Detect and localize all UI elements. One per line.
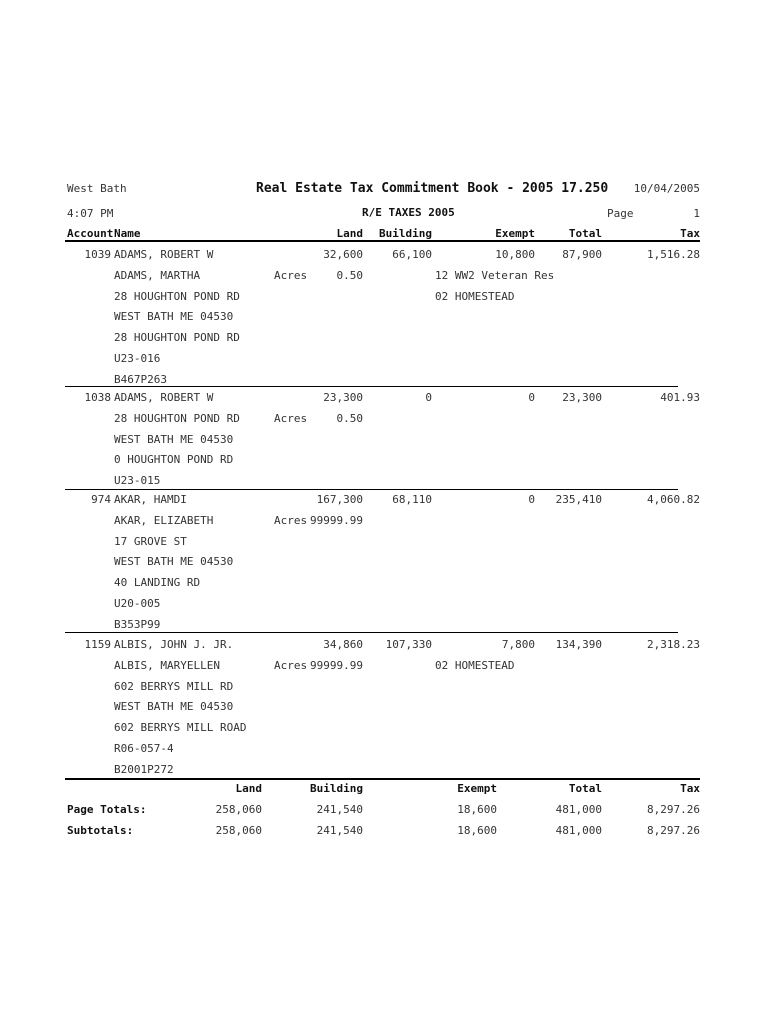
acres-label: Acres [274,658,308,672]
record-separator [65,386,678,387]
account-number: 1039 [84,248,111,261]
subtotals-exempt: 18,600 [457,824,497,837]
tax-value: 401.93 [660,391,700,404]
record-detail-line: ALBIS, MARYELLEN [114,658,220,672]
report-title: Real Estate Tax Commitment Book - 2005 17.250 [256,181,609,196]
page-totals-exempt: 18,600 [457,803,497,816]
record-detail-line: WEST BATH ME 04530 [114,310,234,324]
page-totals-land: 258,060 [215,803,262,816]
acres-value: 0.50 [336,268,363,282]
column-total: Total [568,227,602,240]
report-time: 4:07 PM [67,207,114,220]
exemption-code: 12 WW2 Veteran Res [435,268,555,282]
record-detail-line: B2001P272 [114,762,174,776]
subtotals-label: Subtotals: [67,824,134,837]
record-detail-line: 602 BERRYS MILL RD [114,679,234,693]
column-land: Land [336,227,363,240]
record-detail-line: 28 HOUGHTON POND RD [114,289,240,303]
record-detail-line: B353P99 [114,617,161,631]
subtotals-tax: 8,297.26 [647,824,700,837]
record-detail-line: 40 LANDING RD [114,576,201,590]
record-detail-line: 602 BERRYS MILL ROAD [114,721,247,735]
page-totals-label: Page Totals: [67,803,147,816]
report-subtitle: R/E TAXES 2005 [362,206,455,219]
record-separator [65,489,678,490]
exempt-value: 7,800 [501,638,535,651]
page-label: Page [607,207,634,220]
column-building: Building [379,227,432,240]
page-totals-tax: 8,297.26 [647,803,700,816]
page-number: 1 [693,207,700,220]
tax-value: 4,060.82 [647,493,700,506]
record-separator [65,632,678,633]
exemption-code: 02 HOMESTEAD [435,289,515,303]
tax-value: 1,516.28 [647,248,700,261]
building-value: 107,330 [385,638,432,651]
total-value: 235,410 [555,493,602,506]
account-number: 974 [91,493,111,506]
tax-value: 2,318.23 [647,638,700,651]
total-value: 23,300 [562,391,602,404]
account-number: 1038 [84,391,111,404]
record-detail-line: ADAMS, MARTHA [114,268,201,282]
exempt-value: 10,800 [495,248,535,261]
record-detail-line: 28 HOUGHTON POND RD [114,411,240,425]
record-detail-line: U23-015 [114,474,161,488]
record-detail-line: WEST BATH ME 04530 [114,700,234,714]
land-value: 34,860 [323,638,363,651]
building-value: 66,100 [392,248,432,261]
totals-land-header: Land [235,782,262,795]
town-name: West Bath [67,182,127,195]
exempt-value: 0 [528,391,535,404]
owner-name: ALBIS, JOHN J. JR. [114,638,234,651]
acres-value: 99999.99 [310,513,363,527]
acres-label: Acres [274,513,308,527]
column-exempt: Exempt [495,227,535,240]
land-value: 32,600 [323,248,363,261]
land-value: 167,300 [316,493,363,506]
total-value: 134,390 [555,638,602,651]
subtotals-total: 481,000 [555,824,602,837]
owner-name: ADAMS, ROBERT W [114,391,214,404]
header-rule [65,240,700,242]
account-number: 1159 [84,638,111,651]
record-detail-line: WEST BATH ME 04530 [114,432,234,446]
page-totals-building: 241,540 [316,803,363,816]
building-value: 68,110 [392,493,432,506]
record-detail-line: R06-057-4 [114,742,174,755]
building-value: 0 [425,391,432,404]
record-detail-line: U23-016 [114,352,161,365]
totals-exempt-header: Exempt [457,782,497,795]
column-name: Name [114,227,141,240]
column-account: Account [67,227,114,240]
record-detail-line: AKAR, ELIZABETH [114,513,214,527]
total-value: 87,900 [562,248,602,261]
record-detail-line: 0 HOUGHTON POND RD [114,453,234,467]
exemption-code: 02 HOMESTEAD [435,658,515,672]
report-date: 10/04/2005 [633,182,700,195]
totals-building-header: Building [310,782,363,795]
totals-tax-header: Tax [680,782,700,795]
record-detail-line: B467P263 [114,372,167,386]
record-detail-line: U20-005 [114,597,161,610]
page-totals-total: 481,000 [555,803,602,816]
totals-total-header: Total [568,782,602,795]
totals-rule [65,778,700,780]
acres-value: 99999.99 [310,658,363,672]
owner-name: ADAMS, ROBERT W [114,248,214,261]
column-tax: Tax [680,227,700,240]
subtotals-land: 258,060 [215,824,262,837]
record-detail-line: 28 HOUGHTON POND RD [114,331,240,345]
acres-label: Acres [274,411,308,425]
subtotals-building: 241,540 [316,824,363,837]
owner-name: AKAR, HAMDI [114,493,187,506]
record-detail-line: 17 GROVE ST [114,534,187,548]
acres-label: Acres [274,268,308,282]
land-value: 23,300 [323,391,363,404]
record-detail-line: WEST BATH ME 04530 [114,555,234,569]
acres-value: 0.50 [336,411,363,425]
exempt-value: 0 [528,493,535,506]
